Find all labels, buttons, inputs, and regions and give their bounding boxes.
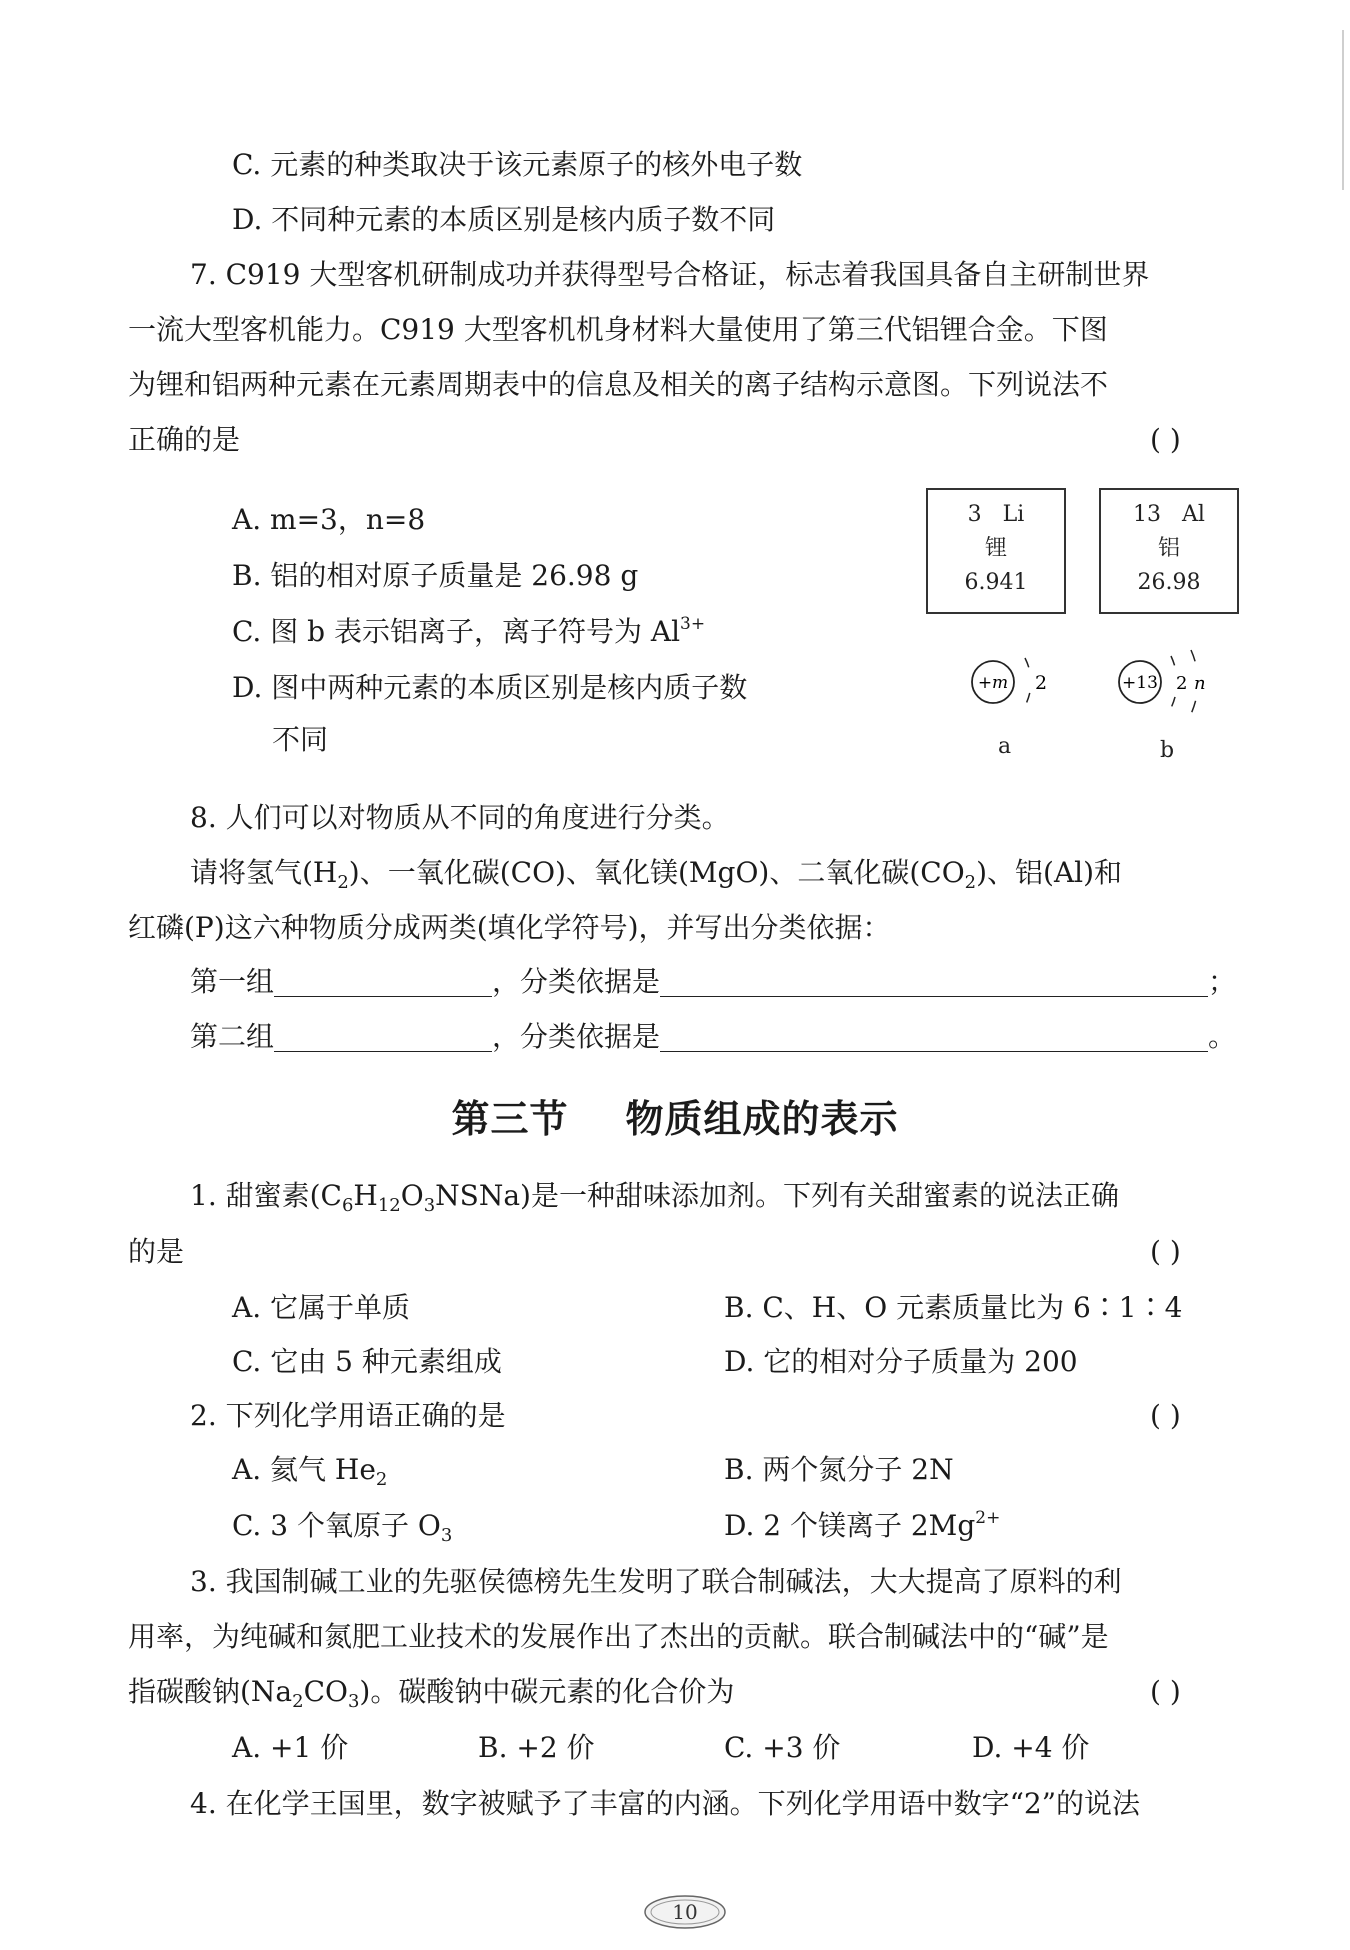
question-8-line2: 请将氢气$(H_2)$、一氧化碳(CO)、氧化镁(MgO)、二氧化碳$(CO_2)$、铝(Al)和	[190, 856, 1123, 893]
q7-option-c: C. 图 b 表示铝离子，离子符号为 $Al^{3+}$	[232, 614, 706, 648]
s2-option-a: A. 氦气 $He_2$	[232, 1453, 388, 1490]
question-8-line3: 红磷(P)这六种物质分成两类(填化学符号)，并写出分类依据：	[128, 911, 891, 944]
atomic-mass: 26.98	[1137, 570, 1201, 595]
answer-bracket: ( )	[1150, 1235, 1181, 1268]
q7-option-d: D. 图中两种元素的本质区别是核内质子数	[232, 671, 748, 704]
section-heading: 第三节 物质组成的表示	[451, 1097, 899, 1141]
group-2-answer-blank[interactable]	[274, 1021, 492, 1052]
answer-bracket: ( )	[1150, 423, 1181, 456]
atomic-number: 3	[967, 502, 982, 527]
answer-bracket: ( )	[1150, 1399, 1181, 1432]
s1-option-d: D. 它的相对分子质量为 200	[724, 1345, 1078, 1378]
question-7-line4: 正确的是	[128, 423, 241, 456]
section-question-1: 1. 甜蜜素$(C_6H_{12}O_3NSNa)$是一种甜味添加剂。下列有关甜蜜素的说法正确	[190, 1179, 1119, 1216]
section-question-2: 2. 下列化学用语正确的是	[190, 1399, 506, 1432]
s3-option-d: D. +4 价	[972, 1731, 1090, 1764]
page-edge-shadow	[1342, 30, 1344, 190]
s1-option-c: C. 它由 5 种元素组成	[232, 1345, 502, 1378]
element-name: 铝	[1157, 536, 1180, 561]
shell-2-electrons: n	[1194, 673, 1206, 694]
electron-shell	[1025, 658, 1031, 706]
page-number-ornament	[640, 1892, 730, 1932]
section-question-3-line1: 3. 我国制碱工业的先驱侯德榜先生发明了联合制碱法，大大提高了原料的利	[190, 1565, 1122, 1598]
atomic-number: 13	[1133, 502, 1162, 527]
element-box-aluminum	[1099, 488, 1239, 614]
nucleus-charge: +13	[1122, 673, 1158, 693]
group-1-basis-blank[interactable]	[660, 966, 1208, 997]
s2-option-c: C. 3 个氧原子 $O_3$	[232, 1509, 453, 1546]
q7-option-d-cont: 不同	[272, 723, 329, 756]
question-7-line2: 一流大型客机能力。C919 大型客机机身材料大量使用了第三代铝锂合金。下图	[128, 313, 1108, 346]
element-symbol: Al	[1182, 502, 1205, 527]
question-8: 8. 人们可以对物质从不同的角度进行分类。	[190, 801, 730, 834]
option-c: C. 元素的种类取决于该元素原子的核外电子数	[232, 148, 803, 181]
question-7-line1: 7. C919 大型客机研制成功并获得型号合格证，标志着我国具备自主研制世界	[190, 258, 1150, 291]
s1-option-a: A. 它属于单质	[232, 1291, 411, 1324]
diagram-label-a: a	[998, 734, 1012, 759]
section-question-3-line2: 用率，为纯碱和氮肥工业技术的发展作出了杰出的贡献。联合制碱法中的“碱”是	[128, 1620, 1109, 1653]
ion-diagram-a	[955, 640, 1065, 730]
section-question-3-line3: 指碳酸钠$(Na_2CO_3)$。碳酸钠中碳元素的化合价为	[128, 1675, 735, 1712]
nucleus-charge: +m	[977, 673, 1009, 693]
s3-option-b: B. +2 价	[478, 1731, 595, 1764]
s3-option-c: C. +3 价	[724, 1731, 841, 1764]
diagram-label-b: b	[1160, 738, 1175, 763]
s2-option-b: B. 两个氮分子 2N	[724, 1453, 954, 1486]
shell-1-electrons: 2	[1176, 673, 1188, 694]
s1-option-b: B. C、H、O 元素质量比为 6∶1∶4	[724, 1291, 1183, 1324]
element-symbol: Li	[1002, 502, 1025, 527]
question-7-line3: 为锂和铝两种元素在元素周期表中的信息及相关的离子结构示意图。下列说法不	[128, 368, 1109, 401]
ion-diagram-b	[1105, 640, 1225, 730]
q7-option-b: B. 铝的相对原子质量是 26.98 g	[232, 559, 639, 592]
answer-bracket: ( )	[1150, 1675, 1181, 1708]
atomic-mass: 6.941	[964, 570, 1028, 595]
group-1-answer-blank[interactable]	[274, 966, 492, 997]
group-2-basis-blank[interactable]	[660, 1021, 1208, 1052]
s2-option-d: D. 2 个镁离子 $2Mg^{2+}$	[724, 1508, 1001, 1542]
group-1-row: 第一组 ，分类依据是 ；	[190, 965, 1237, 998]
shell-electrons: 2	[1035, 672, 1048, 694]
element-box-lithium	[926, 488, 1066, 614]
s3-option-a: A. +1 价	[232, 1731, 349, 1764]
option-d: D. 不同种元素的本质区别是核内质子数不同	[232, 203, 776, 236]
section-question-4: 4. 在化学王国里，数字被赋予了丰富的内涵。下列化学用语中数字“2”的说法	[190, 1787, 1141, 1820]
section-question-1-line2: 的是	[128, 1235, 185, 1268]
q7-option-a: A. m=3，n=8	[232, 503, 426, 536]
page-number: 10	[672, 1900, 698, 1924]
element-name: 锂	[984, 536, 1007, 561]
group-2-row: 第二组 ，分类依据是 。	[190, 1020, 1237, 1053]
